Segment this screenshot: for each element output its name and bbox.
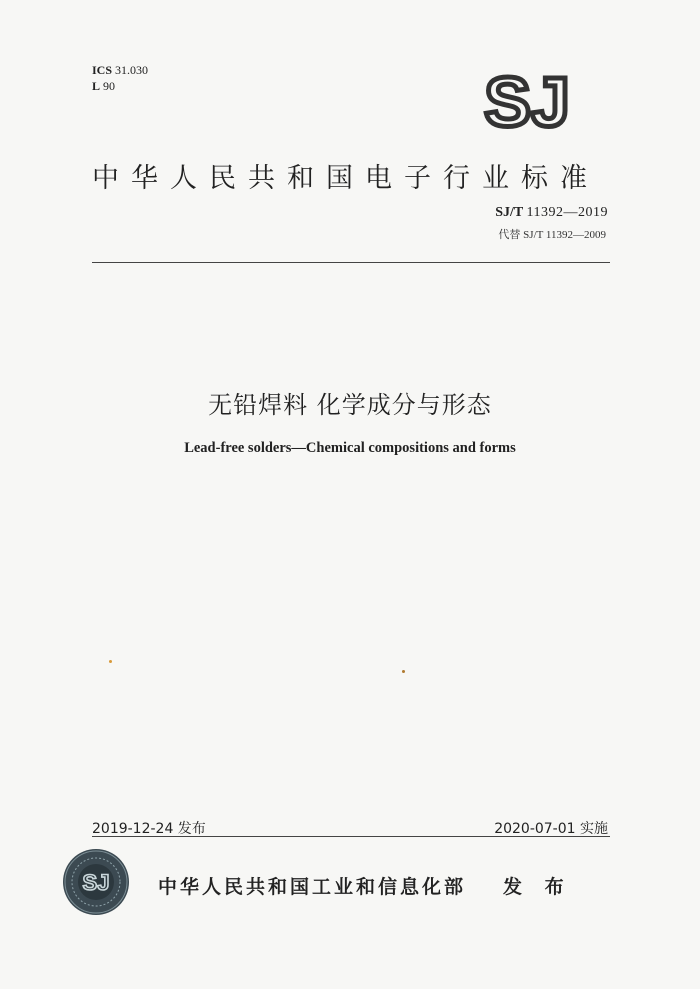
sj-logo-text: SJ bbox=[484, 70, 570, 132]
standard-number-value: 11392—2019 bbox=[526, 205, 608, 220]
class-line bbox=[92, 78, 148, 94]
implementation-date: 2020-07-01 实施 bbox=[494, 821, 608, 837]
top-divider bbox=[92, 262, 610, 263]
issue-date: 2019-12-24 发布 bbox=[92, 821, 206, 837]
sj-logo-icon bbox=[477, 70, 577, 132]
class-code: 90 bbox=[103, 79, 116, 93]
replaces-note: 代替 SJ/T 11392—2009 bbox=[498, 229, 606, 241]
standard-prefix: SJ/T bbox=[495, 205, 524, 220]
ics-block bbox=[92, 62, 148, 94]
seal-icon bbox=[62, 848, 130, 916]
scan-speck bbox=[402, 670, 405, 673]
ics-label: ICS bbox=[92, 63, 113, 77]
standard-organization: 中华人民共和国电子行业标准 bbox=[92, 163, 599, 194]
standard-number bbox=[495, 205, 608, 221]
ics-code: 31.030 bbox=[115, 63, 149, 77]
class-label: L bbox=[92, 79, 101, 93]
title-english: Lead-free solders—Chemical compositions and forms bbox=[184, 440, 516, 456]
ics-line bbox=[92, 62, 148, 78]
issuer-action: 发 布 bbox=[503, 876, 572, 898]
issuer-name: 中华人民共和国工业和信息化部 bbox=[158, 876, 467, 898]
title-chinese: 无铅焊料 化学成分与形态 bbox=[208, 391, 492, 419]
bottom-divider bbox=[92, 836, 610, 837]
scan-speck bbox=[109, 660, 112, 663]
seal-logo-text: SJ bbox=[82, 870, 110, 895]
